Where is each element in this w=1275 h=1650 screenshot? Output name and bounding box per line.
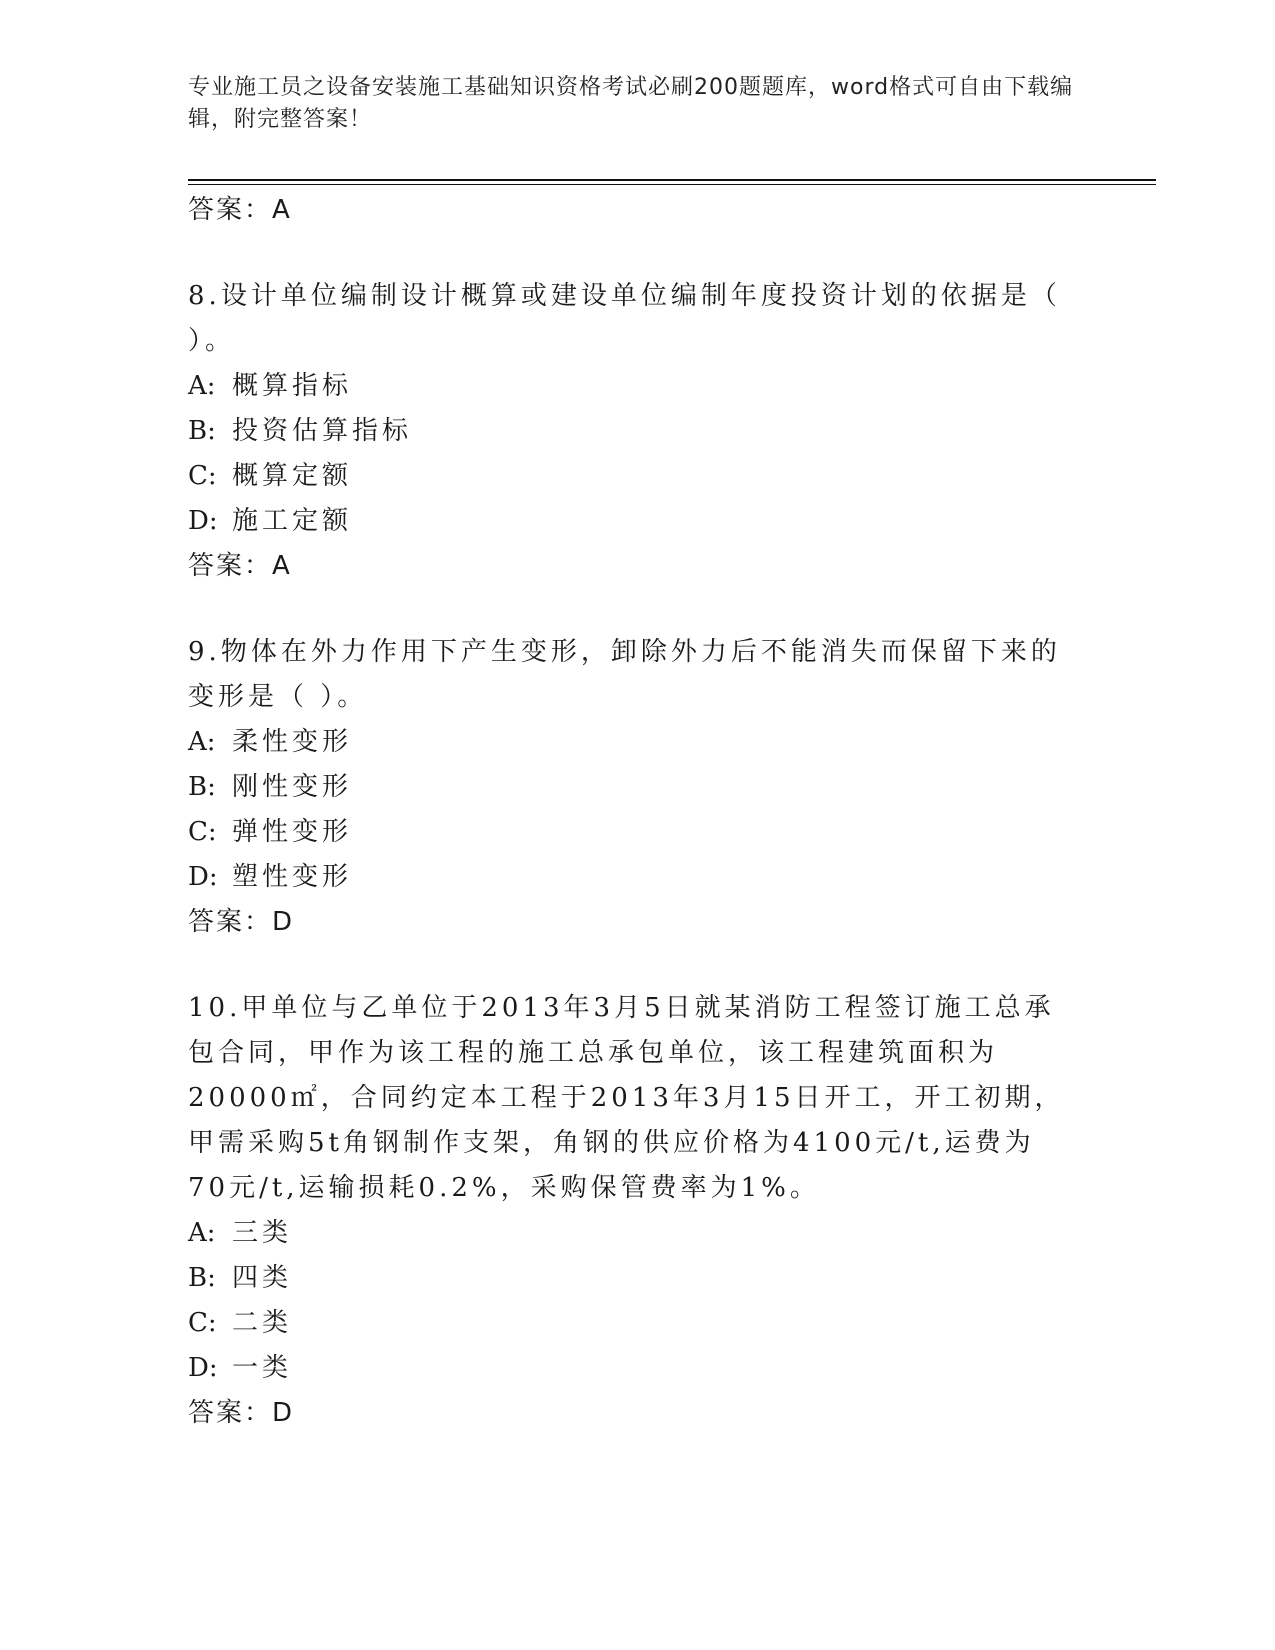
question-number: 9. (188, 637, 221, 667)
option-b (188, 765, 1068, 810)
answer-value: D (272, 907, 295, 937)
question-body: 物体在外力作用下产生变形，卸除外力后不能消失而保留下来的变形是（ ）。 (188, 637, 1061, 712)
header-divider (188, 179, 1156, 181)
option-letter: B: (188, 1263, 216, 1293)
option-text: 塑性变形 (232, 862, 353, 892)
option-letter: B: (188, 772, 216, 802)
answer-label: 答案： (188, 907, 273, 937)
answer-line (188, 544, 1068, 588)
header-divider-thin (188, 184, 1156, 185)
question-list (188, 188, 1068, 1435)
answer-label: 答案： (188, 551, 273, 581)
option-letter: A: (188, 371, 216, 401)
question-8 (188, 274, 1068, 588)
option-letter: D: (188, 862, 218, 892)
option-a (188, 364, 1068, 409)
option-letter: B: (188, 416, 216, 446)
option-letter: D: (188, 506, 218, 536)
question-text (188, 274, 1068, 364)
option-text: 施工定额 (232, 506, 353, 536)
option-a (188, 720, 1068, 765)
question-number: 8. (188, 281, 221, 311)
answer-line (188, 900, 1068, 944)
option-a (188, 1211, 1068, 1256)
prev-answer-line (188, 188, 1068, 232)
question-10 (188, 986, 1068, 1435)
question-body: 甲单位与乙单位于2013年3月5日就某消防工程签订施工总承包合同，甲作为该工程的施工总承包单位，该工程建筑面积为20000㎡，合同约定本工程于2013年3月15日开工，开工初期，甲需采购5t角钢制作支架，角钢的供应价格为4100元/t,运费为70元/t,运输损耗0.2%，采购保管费率为1%。 (188, 993, 1065, 1203)
option-text: 三类 (232, 1218, 293, 1248)
option-text: 二类 (232, 1308, 293, 1338)
option-b (188, 1256, 1068, 1301)
answer-label: 答案： (188, 1398, 273, 1428)
option-letter: D: (188, 1353, 218, 1383)
document-header: 专业施工员之设备安装施工基础知识资格考试必刷200题题库，word格式可自由下载编辑，附完整答案！ (188, 75, 1074, 132)
option-text: 柔性变形 (232, 727, 353, 757)
option-text: 概算定额 (232, 461, 353, 491)
option-d (188, 1346, 1068, 1391)
option-text: 概算指标 (232, 371, 353, 401)
option-letter: A: (188, 1218, 216, 1248)
answer-line (188, 1391, 1068, 1435)
option-text: 四类 (232, 1263, 293, 1293)
option-c (188, 454, 1068, 499)
option-text: 刚性变形 (232, 772, 353, 802)
option-letter: A: (188, 727, 216, 757)
question-text (188, 630, 1068, 720)
question-9 (188, 630, 1068, 944)
option-b (188, 409, 1068, 454)
option-text: 弹性变形 (232, 817, 353, 847)
option-letter: C: (188, 817, 217, 847)
option-c (188, 1301, 1068, 1346)
option-d (188, 499, 1068, 544)
answer-value: D (272, 1398, 295, 1428)
option-text: 一类 (232, 1353, 293, 1383)
answer-value: A (272, 551, 292, 581)
question-text (188, 986, 1068, 1211)
answer-value: A (272, 195, 292, 225)
answer-label: 答案： (188, 195, 273, 225)
option-text: 投资估算指标 (232, 416, 413, 446)
question-body: 设计单位编制设计概算或建设单位编制年度投资计划的依据是（ ）。 (188, 281, 1061, 356)
option-letter: C: (188, 461, 217, 491)
option-d (188, 855, 1068, 900)
question-number: 10. (188, 993, 242, 1023)
option-c (188, 810, 1068, 855)
option-letter: C: (188, 1308, 217, 1338)
